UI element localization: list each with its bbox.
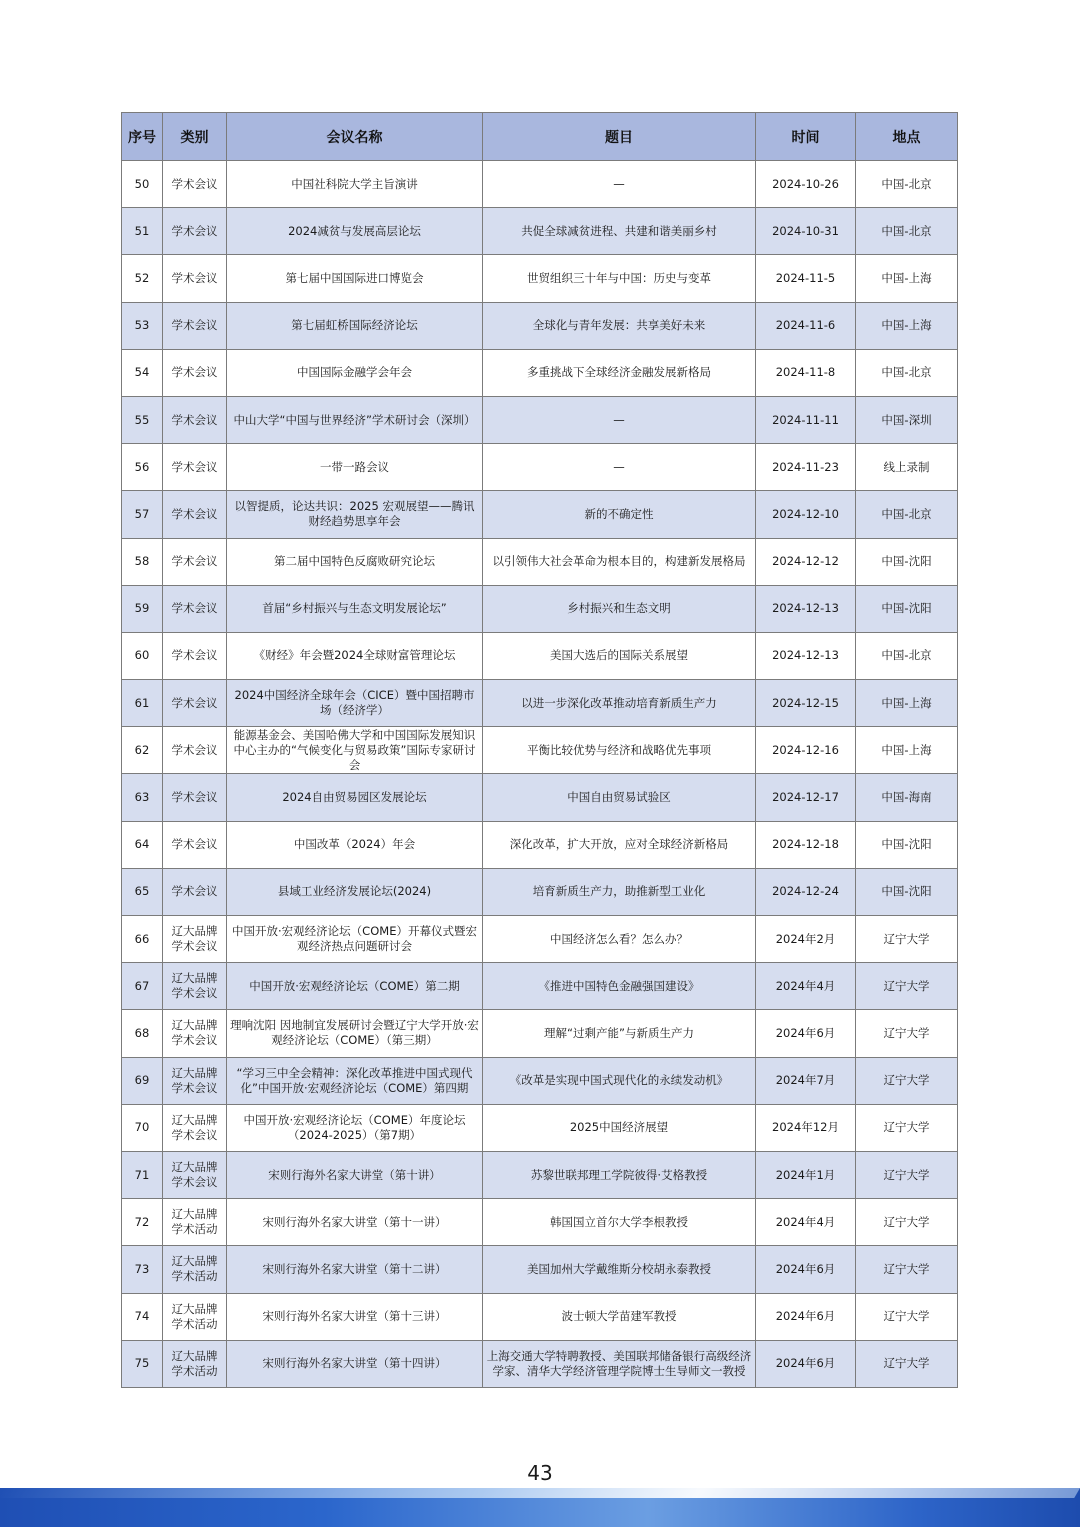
- cell-conference-name: 宋则行海外名家大讲堂（第十四讲）: [227, 1340, 483, 1387]
- cell-category: 学术会议: [163, 349, 227, 396]
- cell-conference-name: 第二届中国特色反腐败研究论坛: [227, 538, 483, 585]
- cell-topic: 2025中国经济展望: [483, 1104, 756, 1151]
- cell-conference-name: 中国改革（2024）年会: [227, 821, 483, 868]
- cell-date: 2024-12-18: [756, 821, 856, 868]
- cell-index: 65: [122, 868, 163, 915]
- cell-date: 2024-12-12: [756, 538, 856, 585]
- cell-date: 2024-12-15: [756, 680, 856, 727]
- cell-location: 中国-上海: [856, 302, 958, 349]
- cell-date: 2024-11-8: [756, 349, 856, 396]
- cell-topic: 《改革是实现中国式现代化的永续发动机》: [483, 1057, 756, 1104]
- cell-topic: 以引领伟大社会革命为根本目的，构建新发展格局: [483, 538, 756, 585]
- cell-date: 2024-10-26: [756, 161, 856, 208]
- table-row: [122, 680, 958, 727]
- cell-location: 辽宁大学: [856, 1057, 958, 1104]
- cell-location: 中国-沈阳: [856, 585, 958, 632]
- cell-conference-name: 一带一路会议: [227, 444, 483, 491]
- table-row: [122, 916, 958, 963]
- cell-location: 辽宁大学: [856, 963, 958, 1010]
- cell-date: 2024年12月: [756, 1104, 856, 1151]
- cell-category: 辽大品牌学术会议: [163, 963, 227, 1010]
- header-date: 时间: [756, 113, 856, 161]
- cell-index: 64: [122, 821, 163, 868]
- cell-topic: 共促全球减贫进程、共建和谐美丽乡村: [483, 208, 756, 255]
- cell-index: 75: [122, 1340, 163, 1387]
- table-row: [122, 727, 958, 774]
- cell-category: 辽大品牌学术会议: [163, 1010, 227, 1057]
- cell-topic: 以进一步深化改革推动培育新质生产力: [483, 680, 756, 727]
- cell-conference-name: 以智提质，论达共识：2025 宏观展望——腾讯财经趋势思享年会: [227, 491, 483, 538]
- cell-conference-name: 中国国际金融学会年会: [227, 349, 483, 396]
- cell-location: 辽宁大学: [856, 1151, 958, 1198]
- cell-location: 中国-上海: [856, 255, 958, 302]
- table-row: [122, 208, 958, 255]
- cell-date: 2024年6月: [756, 1246, 856, 1293]
- table-row: [122, 349, 958, 396]
- cell-index: 50: [122, 161, 163, 208]
- cell-topic: 韩国国立首尔大学李根教授: [483, 1199, 756, 1246]
- cell-date: 2024-12-10: [756, 491, 856, 538]
- cell-category: 辽大品牌学术活动: [163, 1340, 227, 1387]
- cell-category: 学术会议: [163, 538, 227, 585]
- cell-date: 2024-12-13: [756, 585, 856, 632]
- cell-index: 55: [122, 396, 163, 443]
- cell-category: 学术会议: [163, 444, 227, 491]
- cell-category: 学术会议: [163, 161, 227, 208]
- cell-location: 中国-沈阳: [856, 821, 958, 868]
- cell-index: 67: [122, 963, 163, 1010]
- cell-conference-name: 宋则行海外名家大讲堂（第十三讲）: [227, 1293, 483, 1340]
- cell-date: 2024-11-5: [756, 255, 856, 302]
- table-row: [122, 774, 958, 821]
- cell-location: 中国-北京: [856, 208, 958, 255]
- cell-location: 中国-深圳: [856, 396, 958, 443]
- cell-location: 辽宁大学: [856, 916, 958, 963]
- cell-index: 60: [122, 632, 163, 679]
- cell-conference-name: 2024减贫与发展高层论坛: [227, 208, 483, 255]
- cell-topic: 全球化与青年发展：共享美好未来: [483, 302, 756, 349]
- cell-date: 2024-10-31: [756, 208, 856, 255]
- cell-topic: —: [483, 444, 756, 491]
- cell-location: 中国-上海: [856, 727, 958, 774]
- table-row: [122, 585, 958, 632]
- cell-topic: 乡村振兴和生态文明: [483, 585, 756, 632]
- cell-location: 中国-沈阳: [856, 868, 958, 915]
- cell-category: 辽大品牌学术活动: [163, 1199, 227, 1246]
- table-row: [122, 538, 958, 585]
- cell-index: 66: [122, 916, 163, 963]
- cell-conference-name: 2024自由贸易园区发展论坛: [227, 774, 483, 821]
- cell-conference-name: 宋则行海外名家大讲堂（第十一讲）: [227, 1199, 483, 1246]
- cell-category: 学术会议: [163, 302, 227, 349]
- cell-topic: 《推进中国特色金融强国建设》: [483, 963, 756, 1010]
- cell-date: 2024年2月: [756, 916, 856, 963]
- cell-date: 2024年7月: [756, 1057, 856, 1104]
- table-row: [122, 396, 958, 443]
- header-index: 序号: [122, 113, 163, 161]
- table-row: [122, 963, 958, 1010]
- cell-category: 学术会议: [163, 774, 227, 821]
- cell-conference-name: 第七届虹桥国际经济论坛: [227, 302, 483, 349]
- cell-location: 辽宁大学: [856, 1104, 958, 1151]
- cell-index: 59: [122, 585, 163, 632]
- footer-decorative-band: [0, 1488, 1080, 1527]
- cell-category: 学术会议: [163, 632, 227, 679]
- cell-category: 辽大品牌学术活动: [163, 1293, 227, 1340]
- cell-conference-name: 宋则行海外名家大讲堂（第十讲）: [227, 1151, 483, 1198]
- cell-category: 学术会议: [163, 585, 227, 632]
- cell-conference-name: “学习三中全会精神：深化改革推进中国式现代化”中国开放·宏观经济论坛（COME）第四期: [227, 1057, 483, 1104]
- cell-category: 学术会议: [163, 396, 227, 443]
- cell-conference-name: 2024中国经济全球年会（CICE）暨中国招聘市场（经济学）: [227, 680, 483, 727]
- table-row: [122, 1104, 958, 1151]
- header-conference-name: 会议名称: [227, 113, 483, 161]
- table-body: [122, 161, 958, 1388]
- cell-date: 2024-12-13: [756, 632, 856, 679]
- cell-topic: 平衡比较优势与经济和战略优先事项: [483, 727, 756, 774]
- cell-category: 辽大品牌学术活动: [163, 1246, 227, 1293]
- cell-conference-name: 能源基金会、美国哈佛大学和中国国际发展知识中心主办的“气候变化与贸易政策”国际专家研讨会: [227, 727, 483, 774]
- cell-index: 52: [122, 255, 163, 302]
- cell-date: 2024-12-24: [756, 868, 856, 915]
- cell-date: 2024年4月: [756, 1199, 856, 1246]
- cell-location: 辽宁大学: [856, 1340, 958, 1387]
- cell-topic: 世贸组织三十年与中国：历史与变革: [483, 255, 756, 302]
- table-row: [122, 1199, 958, 1246]
- cell-category: 学术会议: [163, 491, 227, 538]
- conference-table: [121, 112, 958, 1388]
- cell-index: 56: [122, 444, 163, 491]
- table-row: [122, 632, 958, 679]
- cell-index: 51: [122, 208, 163, 255]
- cell-conference-name: 中国社科院大学主旨演讲: [227, 161, 483, 208]
- table-row: [122, 302, 958, 349]
- cell-index: 73: [122, 1246, 163, 1293]
- header-category: 类别: [163, 113, 227, 161]
- cell-conference-name: 第七届中国国际进口博览会: [227, 255, 483, 302]
- cell-location: 中国-海南: [856, 774, 958, 821]
- cell-date: 2024-11-23: [756, 444, 856, 491]
- cell-index: 72: [122, 1199, 163, 1246]
- table-row: [122, 491, 958, 538]
- cell-location: 辽宁大学: [856, 1293, 958, 1340]
- header-topic: 题目: [483, 113, 756, 161]
- table-row: [122, 821, 958, 868]
- cell-location: 辽宁大学: [856, 1246, 958, 1293]
- cell-conference-name: 中国开放·宏观经济论坛（COME）开幕仪式暨宏观经济热点问题研讨会: [227, 916, 483, 963]
- cell-index: 63: [122, 774, 163, 821]
- cell-topic: 苏黎世联邦理工学院彼得·艾格教授: [483, 1151, 756, 1198]
- cell-date: 2024年6月: [756, 1340, 856, 1387]
- cell-location: 中国-上海: [856, 680, 958, 727]
- table-row: [122, 1293, 958, 1340]
- cell-location: 辽宁大学: [856, 1010, 958, 1057]
- cell-date: 2024年4月: [756, 963, 856, 1010]
- table-row: [122, 1151, 958, 1198]
- header-location: 地点: [856, 113, 958, 161]
- cell-category: 辽大品牌学术会议: [163, 916, 227, 963]
- cell-topic: 新的不确定性: [483, 491, 756, 538]
- cell-index: 53: [122, 302, 163, 349]
- cell-category: 学术会议: [163, 255, 227, 302]
- table-row: [122, 255, 958, 302]
- cell-date: 2024年1月: [756, 1151, 856, 1198]
- cell-location: 辽宁大学: [856, 1199, 958, 1246]
- table-row: [122, 1010, 958, 1057]
- cell-topic: 中国经济怎么看？怎么办？: [483, 916, 756, 963]
- cell-index: 54: [122, 349, 163, 396]
- cell-conference-name: 宋则行海外名家大讲堂（第十二讲）: [227, 1246, 483, 1293]
- page-number: 43: [527, 1461, 553, 1485]
- table-row: [122, 1340, 958, 1387]
- cell-date: 2024-12-16: [756, 727, 856, 774]
- table-row: [122, 1057, 958, 1104]
- cell-category: 学术会议: [163, 868, 227, 915]
- cell-index: 58: [122, 538, 163, 585]
- cell-date: 2024-11-6: [756, 302, 856, 349]
- cell-topic: 美国大选后的国际关系展望: [483, 632, 756, 679]
- cell-topic: 中国自由贸易试验区: [483, 774, 756, 821]
- cell-index: 71: [122, 1151, 163, 1198]
- cell-date: 2024-11-11: [756, 396, 856, 443]
- cell-index: 70: [122, 1104, 163, 1151]
- cell-location: 线上录制: [856, 444, 958, 491]
- cell-date: 2024年6月: [756, 1293, 856, 1340]
- cell-category: 学术会议: [163, 821, 227, 868]
- cell-index: 69: [122, 1057, 163, 1104]
- cell-index: 57: [122, 491, 163, 538]
- cell-category: 学术会议: [163, 680, 227, 727]
- cell-date: 2024-12-17: [756, 774, 856, 821]
- cell-category: 辽大品牌学术会议: [163, 1104, 227, 1151]
- cell-category: 辽大品牌学术会议: [163, 1057, 227, 1104]
- cell-conference-name: 中国开放·宏观经济论坛（COME）年度论坛（2024-2025）（第7期）: [227, 1104, 483, 1151]
- cell-location: 中国-北京: [856, 161, 958, 208]
- cell-category: 辽大品牌学术会议: [163, 1151, 227, 1198]
- cell-topic: 美国加州大学戴维斯分校胡永泰教授: [483, 1246, 756, 1293]
- cell-conference-name: 理响沈阳 因地制宜发展研讨会暨辽宁大学开放·宏观经济论坛（COME）（第三期）: [227, 1010, 483, 1057]
- cell-topic: 上海交通大学特聘教授、美国联邦储备银行高级经济学家、清华大学经济管理学院博士生导师文一教授: [483, 1340, 756, 1387]
- cell-conference-name: 中山大学“中国与世界经济”学术研讨会（深圳）: [227, 396, 483, 443]
- cell-conference-name: 县域工业经济发展论坛(2024): [227, 868, 483, 915]
- table-row: [122, 1246, 958, 1293]
- cell-topic: —: [483, 161, 756, 208]
- cell-location: 中国-北京: [856, 491, 958, 538]
- cell-category: 学术会议: [163, 727, 227, 774]
- cell-topic: 深化改革，扩大开放，应对全球经济新格局: [483, 821, 756, 868]
- table-header-row: [122, 113, 958, 161]
- cell-category: 学术会议: [163, 208, 227, 255]
- cell-index: 61: [122, 680, 163, 727]
- cell-location: 中国-北京: [856, 632, 958, 679]
- cell-location: 中国-北京: [856, 349, 958, 396]
- cell-topic: 培育新质生产力，助推新型工业化: [483, 868, 756, 915]
- cell-conference-name: 首届“乡村振兴与生态文明发展论坛”: [227, 585, 483, 632]
- cell-location: 中国-沈阳: [856, 538, 958, 585]
- cell-conference-name: 《财经》年会暨2024全球财富管理论坛: [227, 632, 483, 679]
- table-row: [122, 444, 958, 491]
- cell-conference-name: 中国开放·宏观经济论坛（COME）第二期: [227, 963, 483, 1010]
- cell-topic: 多重挑战下全球经济金融发展新格局: [483, 349, 756, 396]
- table-row: [122, 868, 958, 915]
- table-row: [122, 161, 958, 208]
- cell-topic: —: [483, 396, 756, 443]
- cell-topic: 理解“过剩产能”与新质生产力: [483, 1010, 756, 1057]
- cell-date: 2024年6月: [756, 1010, 856, 1057]
- cell-index: 62: [122, 727, 163, 774]
- cell-topic: 波士顿大学苗建军教授: [483, 1293, 756, 1340]
- cell-index: 68: [122, 1010, 163, 1057]
- cell-index: 74: [122, 1293, 163, 1340]
